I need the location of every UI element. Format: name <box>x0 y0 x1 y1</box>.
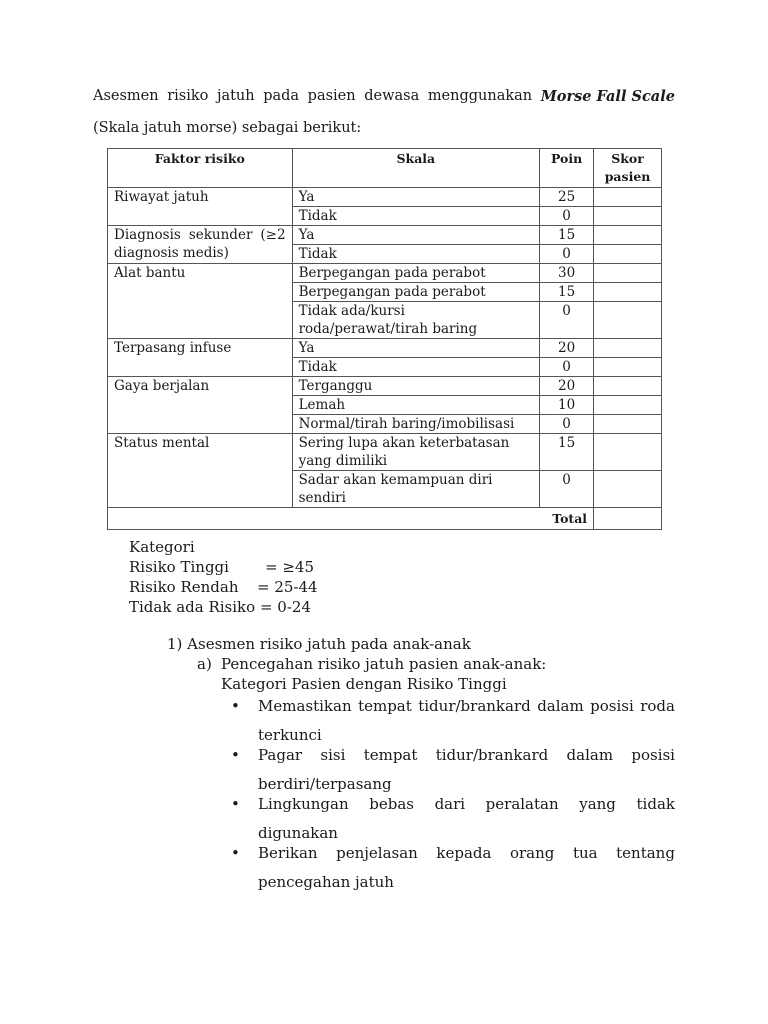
faktor-cell: Alat bantu <box>108 264 293 339</box>
bullet-text <box>258 692 675 721</box>
poin-cell: 0 <box>540 358 594 377</box>
bullet-dot-icon: • <box>231 746 240 764</box>
bullet-word: Pagar <box>258 746 303 764</box>
poin-cell: 0 <box>540 415 594 434</box>
skala-cell: Lemah <box>292 396 540 415</box>
total-label: Total <box>108 508 594 530</box>
bullet-text-cont: digunakan <box>258 824 338 842</box>
bullet-word: tempat <box>363 746 418 764</box>
skala-cell: Tidak <box>292 207 540 226</box>
bullet-word: tidak <box>636 795 675 813</box>
table-row <box>108 264 662 283</box>
intro-word: pada <box>263 88 300 104</box>
bullet-word: Berikan <box>258 844 318 862</box>
header-poin: Poin <box>540 149 594 188</box>
list-item <box>231 839 675 897</box>
poin-cell: 20 <box>540 339 594 358</box>
table-header-row <box>108 149 662 188</box>
skala-cell: Sering lupa akan keterbatasan yang dimiliki <box>292 434 540 471</box>
bullet-dot-icon: • <box>231 697 240 715</box>
bullet-word: penjelasan <box>336 844 418 862</box>
poin-cell: 15 <box>540 434 594 471</box>
bullet-dot-icon: • <box>231 844 240 862</box>
poin-cell: 0 <box>540 245 594 264</box>
skala-cell: Ya <box>292 226 540 245</box>
bullet-word: Lingkungan <box>258 795 349 813</box>
skala-cell: Berpegangan pada perabot <box>292 283 540 302</box>
bullet-dot-icon: • <box>231 795 240 813</box>
bullet-word: tentang <box>616 844 675 862</box>
skala-cell: Berpegangan pada perabot <box>292 264 540 283</box>
bullet-word: kepada <box>436 844 492 862</box>
skala-cell: Terganggu <box>292 377 540 396</box>
bullet-text <box>258 839 675 868</box>
skala-cell: Tidak ada/kursi roda/perawat/tirah baring <box>292 302 540 339</box>
poin-cell: 0 <box>540 207 594 226</box>
bullet-text <box>258 790 675 819</box>
bullet-text <box>258 741 675 770</box>
intro-word: pasien <box>307 88 356 104</box>
intro-line-1 <box>93 88 675 105</box>
skor-cell[interactable] <box>594 264 662 283</box>
skor-cell[interactable] <box>594 188 662 207</box>
skor-cell[interactable] <box>594 283 662 302</box>
kategori-item <box>129 557 318 577</box>
total-skor-cell[interactable] <box>594 508 662 530</box>
table-row <box>108 339 662 358</box>
category-heading: Kategori Pasien dengan Risiko Tinggi <box>221 675 507 693</box>
bullet-word: dari <box>434 795 466 813</box>
kategori-label: Tidak ada Risiko <box>129 598 256 616</box>
total-row <box>108 508 662 530</box>
faktor-cell: Diagnosis sekunder (≥2 diagnosis medis) <box>108 226 293 264</box>
bullet-word: Memastikan <box>258 697 352 715</box>
bullet-word: roda <box>640 697 675 715</box>
skor-cell[interactable] <box>594 415 662 434</box>
skala-cell: Sadar akan kemampuan diri sendiri <box>292 471 540 508</box>
intro-word: dewasa <box>364 88 420 104</box>
header-skor: Skor pasien <box>594 149 662 188</box>
table-row <box>108 226 662 245</box>
faktor-cell: Status mental <box>108 434 293 508</box>
skor-cell[interactable] <box>594 245 662 264</box>
poin-cell: 20 <box>540 377 594 396</box>
bullet-word: tidur/brankard <box>418 697 531 715</box>
intro-word: risiko <box>167 88 209 104</box>
kategori-item <box>129 577 318 597</box>
bullet-text-cont: terkunci <box>258 726 322 744</box>
kategori-value: = ≥45 <box>265 558 314 576</box>
faktor-cell: Riwayat jatuh <box>108 188 293 226</box>
bullet-word: orang <box>509 844 555 862</box>
kategori-label: Risiko Rendah <box>129 578 239 596</box>
skala-cell: Ya <box>292 339 540 358</box>
header-skala: Skala <box>292 149 540 188</box>
poin-cell: 25 <box>540 188 594 207</box>
table-row <box>108 188 662 207</box>
skala-cell: Normal/tirah baring/imobilisasi <box>292 415 540 434</box>
table-row <box>108 377 662 396</box>
faktor-cell: Gaya berjalan <box>108 377 293 434</box>
bullet-text-cont: berdiri/terpasang <box>258 775 392 793</box>
kategori-label: Risiko Tinggi <box>129 558 229 576</box>
bullet-word: bebas <box>369 795 414 813</box>
poin-cell: 0 <box>540 471 594 508</box>
skor-cell[interactable] <box>594 377 662 396</box>
poin-cell: 0 <box>540 302 594 339</box>
header-faktor: Faktor risiko <box>108 149 293 188</box>
skor-cell[interactable] <box>594 226 662 245</box>
bullet-word: sisi <box>320 746 346 764</box>
bullet-list <box>231 692 675 891</box>
bullet-word: dalam <box>566 746 614 764</box>
subsection-letter: a) <box>197 655 212 673</box>
skor-cell[interactable] <box>594 471 662 508</box>
intro-word: Asesmen <box>93 88 159 104</box>
skor-cell[interactable] <box>594 207 662 226</box>
bullet-word: peralatan <box>485 795 559 813</box>
bullet-text-cont: pencegahan jatuh <box>258 873 394 891</box>
poin-cell: 30 <box>540 264 594 283</box>
bullet-word: yang <box>579 795 616 813</box>
bullet-word: tua <box>572 844 598 862</box>
kategori-title: Kategori <box>129 538 195 556</box>
intro-line-2: (Skala jatuh morse) sebagai berikut: <box>93 120 362 136</box>
skala-cell: Tidak <box>292 245 540 264</box>
skor-cell[interactable] <box>594 339 662 358</box>
poin-cell: 15 <box>540 283 594 302</box>
morse-fall-scale-table <box>107 148 662 530</box>
skor-cell[interactable] <box>594 302 662 339</box>
bullet-word: tidur/brankard <box>435 746 549 764</box>
poin-cell: 10 <box>540 396 594 415</box>
bullet-word: tempat <box>358 697 412 715</box>
skor-cell[interactable] <box>594 434 662 471</box>
skala-cell: Tidak <box>292 358 540 377</box>
skor-cell[interactable] <box>594 358 662 377</box>
skala-cell: Ya <box>292 188 540 207</box>
kategori-item <box>129 597 318 617</box>
subsection-text: Pencegahan risiko jatuh pasien anak-anak: <box>221 655 547 673</box>
bullet-word: posisi <box>631 746 675 764</box>
morse-fall-scale-emphasis: Morse Fall Scale <box>540 88 675 105</box>
bullet-word: posisi <box>590 697 634 715</box>
intro-word: menggunakan <box>427 88 533 104</box>
faktor-cell: Terpasang infuse <box>108 339 293 377</box>
kategori-value: = 25-44 <box>257 578 318 596</box>
kategori-value: = 0-24 <box>259 598 311 616</box>
table-row <box>108 434 662 471</box>
kategori-block <box>129 537 318 617</box>
subsection-heading <box>197 654 546 674</box>
intro-word: jatuh <box>216 88 255 104</box>
poin-cell: 15 <box>540 226 594 245</box>
skor-cell[interactable] <box>594 396 662 415</box>
bullet-word: dalam <box>537 697 584 715</box>
section-heading: 1) Asesmen risiko jatuh pada anak-anak <box>167 635 471 653</box>
